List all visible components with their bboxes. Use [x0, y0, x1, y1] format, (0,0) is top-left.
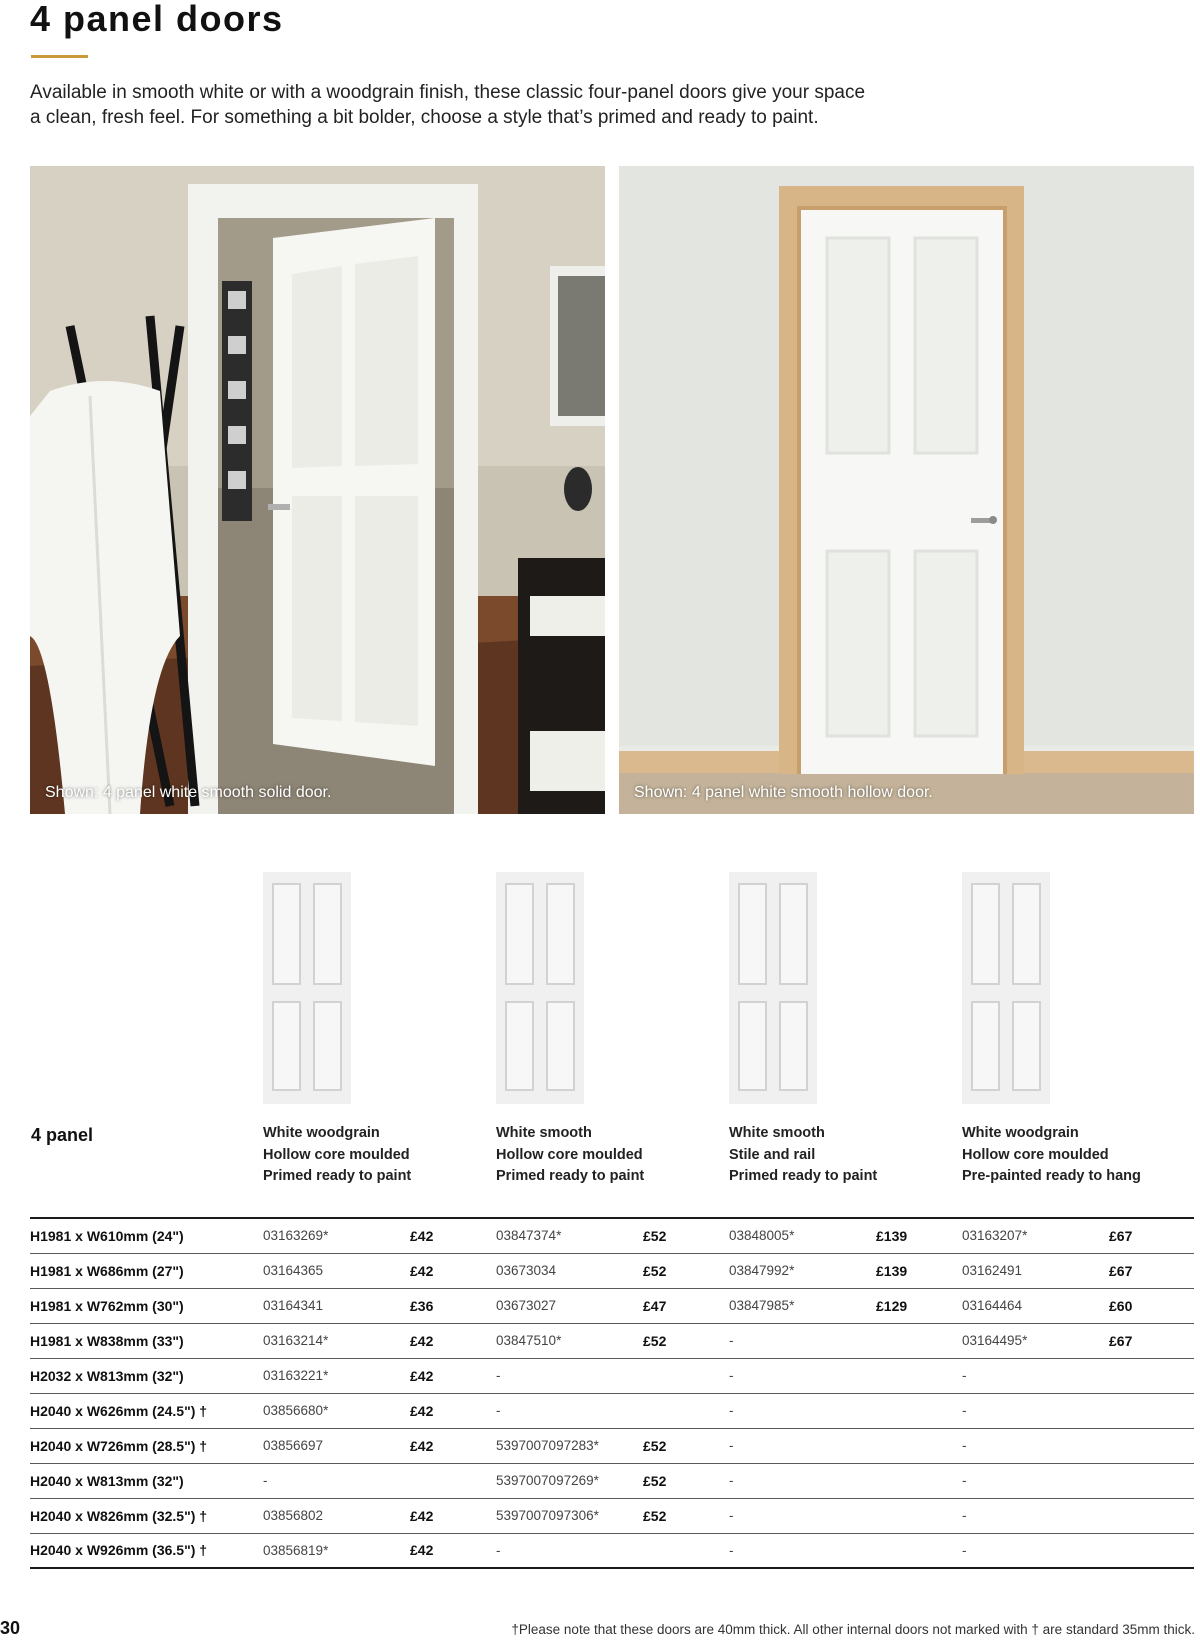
- product-code-cell: 03856802: [263, 1498, 410, 1533]
- price-cell: [643, 1393, 729, 1428]
- four-panel-door-icon: [962, 872, 1050, 1104]
- price-cell: £42: [410, 1498, 496, 1533]
- column-header-line: Primed ready to paint: [496, 1168, 645, 1184]
- price-cell: £42: [410, 1533, 496, 1568]
- price-cell: £67: [1109, 1218, 1194, 1253]
- price-cell: £42: [410, 1358, 496, 1393]
- price-cell: £42: [410, 1253, 496, 1288]
- product-code-cell: 03673034: [496, 1253, 643, 1288]
- price-cell: [876, 1498, 962, 1533]
- product-code-cell: 03162491: [962, 1253, 1109, 1288]
- column-header-line: Pre-painted ready to hang: [962, 1168, 1141, 1184]
- product-code-cell: 5397007097306*: [496, 1498, 643, 1533]
- product-code-cell: 5397007097283*: [496, 1428, 643, 1463]
- size-cell: H2040 x W626mm (24.5") †: [30, 1393, 263, 1428]
- price-cell: £36: [410, 1288, 496, 1323]
- column-header-line: Hollow core moulded: [496, 1146, 643, 1163]
- column-header-line: Hollow core moulded: [263, 1146, 410, 1163]
- product-code-cell: 03673027: [496, 1288, 643, 1323]
- product-code-cell: 5397007097269*: [496, 1463, 643, 1498]
- product-code-cell: 03856680*: [263, 1393, 410, 1428]
- price-cell: [876, 1428, 962, 1463]
- price-cell: £139: [876, 1253, 962, 1288]
- price-cell: [1109, 1358, 1194, 1393]
- table-row: [30, 1428, 1194, 1463]
- size-cell: H2040 x W826mm (32.5") †: [30, 1498, 263, 1533]
- price-cell: £42: [410, 1428, 496, 1463]
- page-number: 30: [0, 1618, 21, 1638]
- product-code-cell: 03163214*: [263, 1323, 410, 1358]
- photo-solid-door: [30, 166, 605, 814]
- column-header-2: [496, 1123, 716, 1188]
- column-header-1: [263, 1123, 483, 1188]
- price-cell: [1109, 1393, 1194, 1428]
- product-code-cell: 03847510*: [496, 1323, 643, 1358]
- product-code-cell: -: [962, 1393, 1109, 1428]
- table-row: [30, 1463, 1194, 1498]
- size-cell: H2040 x W813mm (32"): [30, 1463, 263, 1498]
- product-code-cell: -: [962, 1428, 1109, 1463]
- price-cell: £139: [876, 1218, 962, 1253]
- size-cell: H2040 x W926mm (36.5") †: [30, 1533, 263, 1568]
- price-cell: [876, 1323, 962, 1358]
- price-table: [30, 1217, 1194, 1569]
- product-code-cell: -: [729, 1463, 876, 1498]
- product-code-cell: -: [962, 1463, 1109, 1498]
- product-code-cell: 03163207*: [962, 1218, 1109, 1253]
- product-code-cell: -: [962, 1498, 1109, 1533]
- product-code-cell: 03847992*: [729, 1253, 876, 1288]
- product-code-cell: -: [962, 1533, 1109, 1568]
- price-cell: [876, 1533, 962, 1568]
- column-header-line: Primed ready to paint: [729, 1168, 878, 1184]
- product-code-cell: 03164495*: [962, 1323, 1109, 1358]
- size-cell: H1981 x W610mm (24"): [30, 1218, 263, 1253]
- price-table-body: [30, 1218, 1194, 1568]
- price-cell: [1109, 1533, 1194, 1568]
- product-code-cell: 03856819*: [263, 1533, 410, 1568]
- price-cell: [876, 1358, 962, 1393]
- price-cell: £129: [876, 1288, 962, 1323]
- table-row: [30, 1498, 1194, 1533]
- intro-line-1: Available in smooth white or with a woodgrain finish, these classic four-panel doors give your space: [30, 82, 866, 103]
- product-code-cell: 03164464: [962, 1288, 1109, 1323]
- table-row: [30, 1288, 1194, 1323]
- column-header-line: Hollow core moulded: [962, 1146, 1109, 1163]
- product-code-cell: -: [496, 1393, 643, 1428]
- size-cell: H2032 x W813mm (32"): [30, 1358, 263, 1393]
- price-cell: £52: [643, 1218, 729, 1253]
- price-cell: £67: [1109, 1323, 1194, 1358]
- column-header-line: White woodgrain: [962, 1125, 1079, 1141]
- table-row: [30, 1323, 1194, 1358]
- solid-door-illustration: [30, 166, 605, 814]
- column-header-line: Primed ready to paint: [263, 1168, 412, 1184]
- product-code-cell: -: [729, 1428, 876, 1463]
- price-cell: [876, 1463, 962, 1498]
- product-code-cell: -: [729, 1323, 876, 1358]
- product-code-cell: -: [962, 1358, 1109, 1393]
- price-cell: £60: [1109, 1288, 1194, 1323]
- column-header-3: [729, 1123, 949, 1188]
- photo-caption-left: Shown: 4 panel white smooth solid door.: [45, 784, 332, 801]
- product-code-cell: -: [729, 1498, 876, 1533]
- price-cell: £52: [643, 1323, 729, 1358]
- size-cell: H1981 x W686mm (27"): [30, 1253, 263, 1288]
- product-code-cell: -: [496, 1533, 643, 1568]
- intro-text: [30, 80, 930, 130]
- size-cell: H1981 x W838mm (33"): [30, 1323, 263, 1358]
- hollow-door-illustration: [619, 166, 1194, 814]
- intro-line-2: a clean, fresh feel. For something a bit bolder, choose a style that’s primed and ready to paint.: [30, 107, 819, 128]
- table-row: [30, 1358, 1194, 1393]
- column-header-line: Stile and rail: [729, 1146, 816, 1163]
- photo-caption-right: Shown: 4 panel white smooth hollow door.: [634, 784, 933, 801]
- price-cell: £42: [410, 1393, 496, 1428]
- product-code-cell: -: [496, 1358, 643, 1393]
- price-cell: £42: [410, 1323, 496, 1358]
- door-thumbnail-4: [962, 872, 1050, 1104]
- table-row: [30, 1393, 1194, 1428]
- product-code-cell: 03847985*: [729, 1288, 876, 1323]
- price-cell: [1109, 1428, 1194, 1463]
- price-cell: [1109, 1498, 1194, 1533]
- price-cell: [1109, 1463, 1194, 1498]
- price-cell: £52: [643, 1428, 729, 1463]
- footnote: †Please note that these doors are 40mm thick. All other internal doors not marked with † are standard 35mm thick.: [511, 1622, 1195, 1637]
- price-cell: £52: [643, 1253, 729, 1288]
- four-panel-door-icon: [263, 872, 351, 1104]
- four-panel-door-icon: [729, 872, 817, 1104]
- product-label: 4 panel: [31, 1125, 94, 1145]
- price-cell: [410, 1463, 496, 1498]
- product-code-cell: 03847374*: [496, 1218, 643, 1253]
- size-cell: H2040 x W726mm (28.5") †: [30, 1428, 263, 1463]
- price-cell: [643, 1533, 729, 1568]
- product-code-cell: 03163221*: [263, 1358, 410, 1393]
- product-code-cell: 03848005*: [729, 1218, 876, 1253]
- price-cell: [876, 1393, 962, 1428]
- column-header-line: White smooth: [496, 1125, 592, 1141]
- door-thumbnail-3: [729, 872, 817, 1104]
- page-title: 4 panel doors: [30, 0, 284, 39]
- title-underline: [31, 55, 88, 58]
- door-thumbnail-2: [496, 872, 584, 1104]
- column-header-line: White smooth: [729, 1125, 825, 1141]
- product-code-cell: -: [729, 1533, 876, 1568]
- table-row: [30, 1533, 1194, 1568]
- door-thumbnail-1: [263, 872, 351, 1104]
- product-code-cell: 03856697: [263, 1428, 410, 1463]
- product-code-cell: 03163269*: [263, 1218, 410, 1253]
- price-cell: £47: [643, 1288, 729, 1323]
- product-code-cell: 03164341: [263, 1288, 410, 1323]
- price-cell: £67: [1109, 1253, 1194, 1288]
- photo-hollow-door: [619, 166, 1194, 814]
- four-panel-door-icon: [496, 872, 584, 1104]
- table-row: [30, 1253, 1194, 1288]
- table-row: [30, 1218, 1194, 1253]
- size-cell: H1981 x W762mm (30"): [30, 1288, 263, 1323]
- product-code-cell: -: [729, 1393, 876, 1428]
- product-code-cell: 03164365: [263, 1253, 410, 1288]
- column-header-line: White woodgrain: [263, 1125, 380, 1141]
- price-cell: £52: [643, 1498, 729, 1533]
- price-cell: £42: [410, 1218, 496, 1253]
- price-cell: [643, 1358, 729, 1393]
- column-header-4: [962, 1123, 1182, 1188]
- product-code-cell: -: [729, 1358, 876, 1393]
- product-code-cell: -: [263, 1463, 410, 1498]
- price-cell: £52: [643, 1463, 729, 1498]
